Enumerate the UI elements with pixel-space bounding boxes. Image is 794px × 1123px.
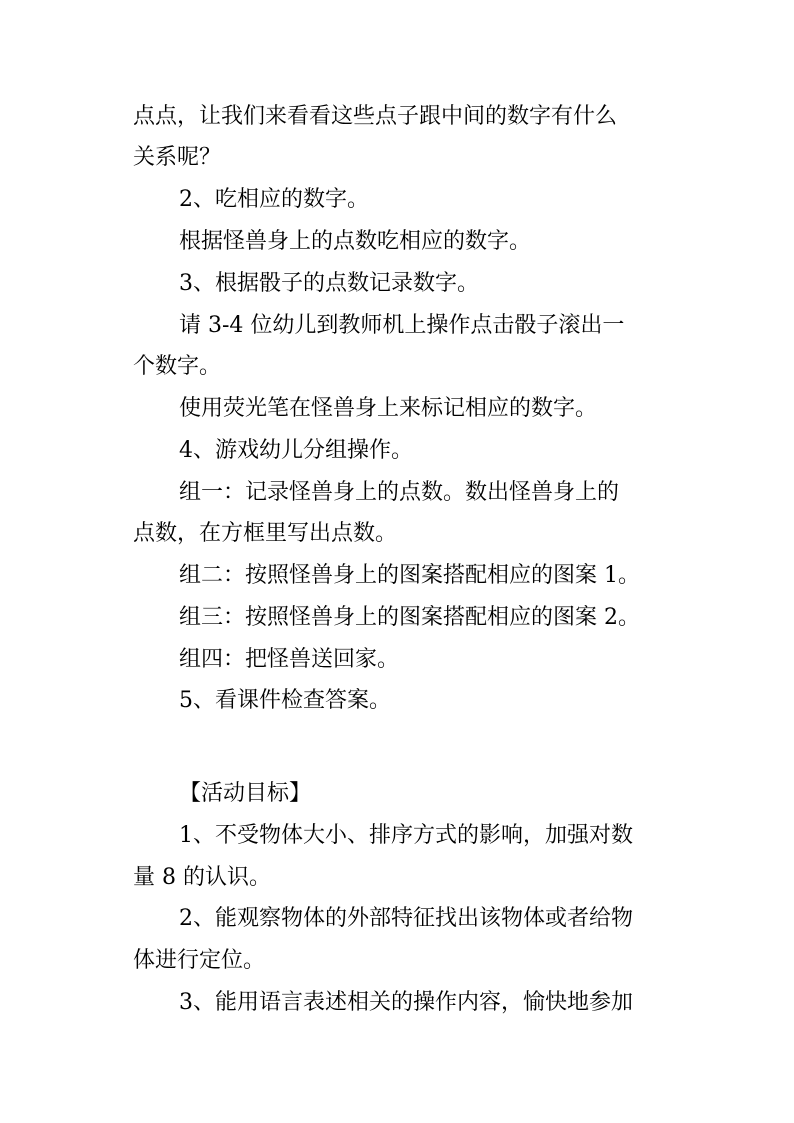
text-line-21: 3、能用语言表述相关的操作内容，愉快地参加 bbox=[179, 990, 633, 1015]
text-line-8: 使用荧光笔在怪兽身上来标记相应的数字。 bbox=[179, 396, 598, 421]
text-line-4: 根据怪兽身上的点数吃相应的数字。 bbox=[179, 229, 532, 254]
text-line-20: 体进行定位。 bbox=[133, 948, 266, 973]
text-line-15: 5、看课件检查答案。 bbox=[179, 688, 391, 713]
text-line-19: 2、能观察物体的外部特征找出该物体或者给物 bbox=[179, 906, 633, 931]
text-line-18: 量 8 的认识。 bbox=[133, 865, 271, 890]
text-line-3: 2、吃相应的数字。 bbox=[179, 187, 369, 212]
text-line-7: 个数字。 bbox=[133, 354, 222, 379]
text-line-17: 1、不受物体大小、排序方式的影响，加强对数 bbox=[179, 823, 633, 848]
text-line-6: 请 3-4 位幼儿到教师机上操作点击骰子滚出一 bbox=[179, 313, 625, 338]
text-line-9: 4、游戏幼儿分组操作。 bbox=[179, 438, 413, 463]
text-line-11: 点数，在方框里写出点数。 bbox=[133, 521, 398, 546]
text-line-10: 组一：记录怪兽身上的点数。数出怪兽身上的 bbox=[179, 480, 620, 505]
text-line-2: 关系呢？ bbox=[133, 145, 222, 170]
text-line-13: 组三：按照怪兽身上的图案搭配相应的图案 2。 bbox=[179, 605, 640, 630]
text-line-1: 点点，让我们来看看这些点子跟中间的数字有什么 bbox=[133, 104, 618, 129]
text-line-12: 组二：按照怪兽身上的图案搭配相应的图案 1。 bbox=[179, 563, 640, 588]
text-line-5: 3、根据骰子的点数记录数字。 bbox=[179, 271, 479, 296]
text-line-14: 组四：把怪兽送回家。 bbox=[179, 647, 400, 672]
section-heading-activity-goals: 【活动目标】 bbox=[179, 781, 312, 806]
